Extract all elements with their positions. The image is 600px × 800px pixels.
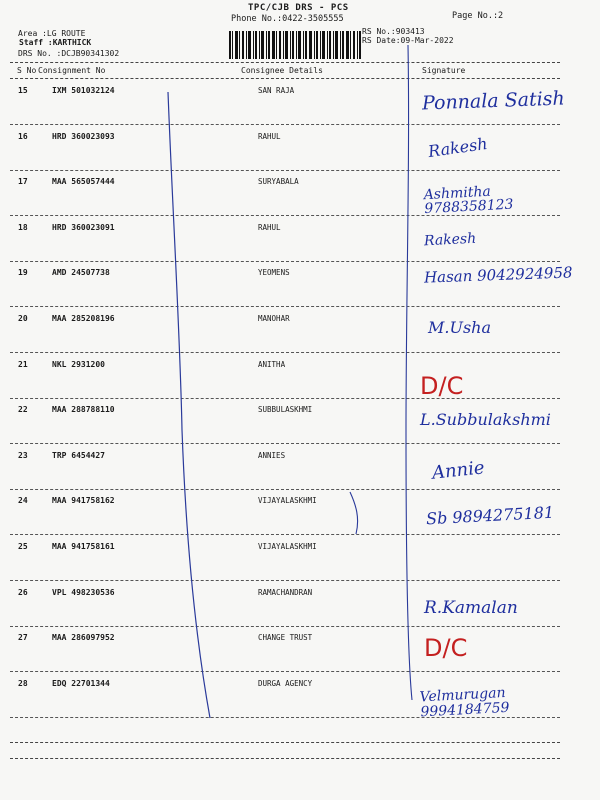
row-consignee: SURYABALA	[258, 177, 299, 186]
table-row	[0, 633, 600, 679]
row-consignee: DURGA AGENCY	[258, 679, 313, 688]
row-sno: 27	[18, 633, 28, 642]
row-sno: 21	[18, 360, 28, 369]
row-divider	[10, 170, 560, 171]
row-consignee: RAHUL	[258, 223, 281, 232]
area-label: Area :LG ROUTE	[18, 29, 86, 38]
row-sno: 20	[18, 314, 28, 323]
row-consignment-no: AMD 24507738	[52, 268, 110, 277]
row-consignee: VIJAYALASKHMI	[258, 496, 317, 505]
row-divider	[10, 398, 560, 399]
document-title: TPC/CJB DRS - PCS	[248, 3, 349, 13]
row-consignee: MANOHAR	[258, 314, 290, 323]
table-row	[0, 314, 600, 360]
row-consignee: YEOMENS	[258, 268, 290, 277]
row-sno: 15	[18, 86, 28, 95]
row-consignee: ANITHA	[258, 360, 286, 369]
row-consignment-no: MAA 941758162	[52, 496, 115, 505]
signature-28: Velmurugan 9994184759	[419, 684, 510, 721]
row-consignee: VIJAYALASKHMI	[258, 542, 317, 551]
row-consignment-no: MAA 286097952	[52, 633, 115, 642]
row-sno: 26	[18, 588, 28, 597]
rs-date: RS Date:09-Mar-2022	[362, 36, 454, 45]
signature-16: Rakesh	[426, 133, 489, 162]
row-consignment-no: HRD 360023093	[52, 132, 115, 141]
drs-number: DRS No. :DCJB90341302	[18, 49, 120, 58]
header-divider	[10, 62, 560, 63]
signature-21: D/C	[420, 372, 464, 400]
table-row	[0, 360, 600, 406]
row-consignment-no: NKL 2931200	[52, 360, 105, 369]
row-consignment-no: MAA 288788110	[52, 405, 115, 414]
row-sno: 25	[18, 542, 28, 551]
column-header-sno: S No	[17, 66, 37, 75]
row-consignee: ANNIES	[258, 451, 286, 460]
signature-17: Ashmitha 9788358123	[423, 183, 514, 218]
signature-22: L.Subbulakshmi	[420, 410, 551, 429]
signature-24: Sb 9894275181	[425, 502, 555, 529]
signature-26: R.Kamalan	[424, 598, 518, 618]
column-header-signature: Signature	[422, 66, 466, 75]
row-sno: 19	[18, 268, 28, 277]
table-row	[0, 223, 600, 269]
row-consignee: SUBBULASKHMI	[258, 405, 313, 414]
row-divider	[10, 124, 560, 125]
staff-label: Staff :KARTHICK	[19, 38, 92, 47]
row-divider	[10, 306, 560, 307]
footer-divider-2	[10, 758, 560, 759]
row-consignment-no: EDQ 22701344	[52, 679, 110, 688]
row-sno: 18	[18, 223, 28, 232]
row-divider	[10, 215, 560, 216]
footer-divider	[10, 742, 560, 743]
table-row	[0, 132, 600, 178]
signature-18: Rakesh	[423, 230, 477, 250]
row-sno: 24	[18, 496, 28, 505]
page-number: Page No.:2	[452, 11, 504, 21]
rs-number: RS No.:903413	[362, 27, 425, 36]
barcode-image	[229, 31, 361, 59]
row-divider	[10, 671, 560, 672]
table-row	[0, 542, 600, 588]
column-header-details: Consignee Details	[241, 66, 323, 75]
row-divider	[10, 626, 560, 627]
signature-23: Annie	[431, 457, 486, 484]
signature-19: Hasan 9042924958	[423, 263, 573, 287]
row-divider	[10, 489, 560, 490]
row-consignee: RAMACHANDRAN	[258, 588, 313, 597]
row-sno: 22	[18, 405, 28, 414]
row-sno: 17	[18, 177, 28, 186]
table-row	[0, 451, 600, 497]
row-divider	[10, 580, 560, 581]
row-divider	[10, 352, 560, 353]
phone-number: Phone No.:0422-3505555	[231, 14, 344, 24]
row-divider	[10, 261, 560, 262]
row-divider	[10, 443, 560, 444]
row-consignment-no: VPL 498230536	[52, 588, 115, 597]
row-sno: 28	[18, 679, 28, 688]
row-consignment-no: MAA 285208196	[52, 314, 115, 323]
column-header-consignment: Consignment No	[38, 66, 106, 75]
row-divider	[10, 534, 560, 535]
row-consignment-no: HRD 360023091	[52, 223, 115, 232]
row-consignee: SAN RAJA	[258, 86, 295, 95]
signature-20: M.Usha	[428, 318, 492, 337]
row-consignment-no: MAA 941758161	[52, 542, 115, 551]
row-sno: 23	[18, 451, 28, 460]
signature-15: Ponnala Satish	[421, 87, 566, 115]
column-header-divider	[10, 78, 560, 79]
signature-27: D/C	[424, 634, 468, 662]
row-consignment-no: TRP 6454427	[52, 451, 105, 460]
row-consignee: CHANGE TRUST	[258, 633, 313, 642]
row-sno: 16	[18, 132, 28, 141]
row-consignment-no: MAA 565057444	[52, 177, 115, 186]
row-consignment-no: IXM 501032124	[52, 86, 115, 95]
row-consignee: RAHUL	[258, 132, 281, 141]
